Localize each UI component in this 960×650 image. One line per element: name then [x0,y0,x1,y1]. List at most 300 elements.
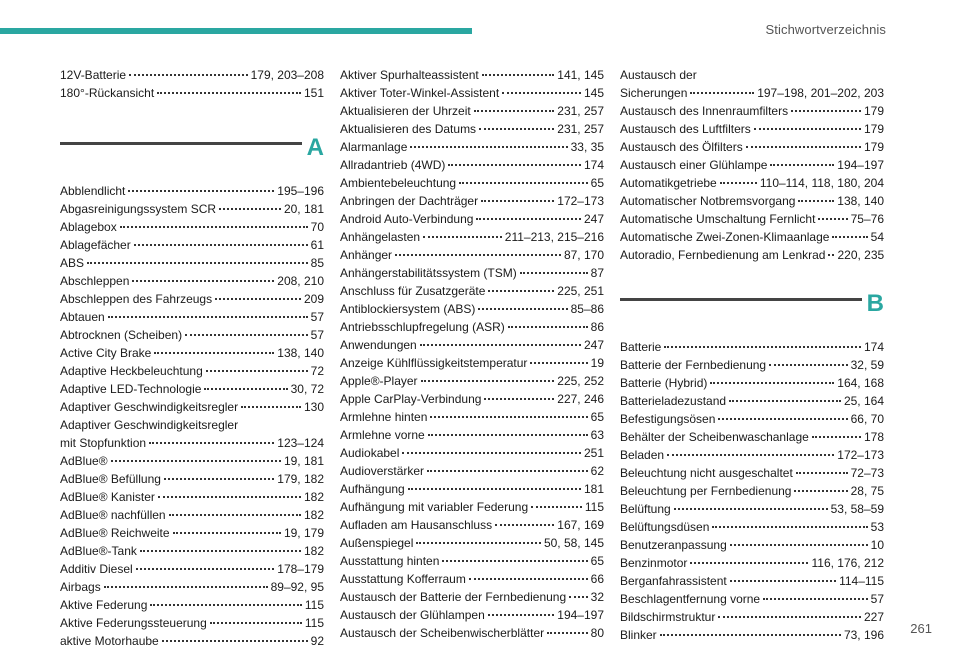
index-entry [620,608,884,626]
index-entry-line [340,300,604,318]
dot-leader [482,74,555,76]
index-entry-line [340,588,604,606]
index-entry-pages: 110–114, 118, 180, 204 [759,176,884,190]
index-entry [340,552,604,570]
index-entry-line [620,428,884,446]
index-entry [60,344,324,362]
index-entry-line [340,246,604,264]
index-entry-pages: 141, 145 [557,68,604,82]
index-entry [620,246,884,264]
index-entry-line [620,518,884,536]
index-entry [340,462,604,480]
entries-list-a-continued [340,66,604,642]
index-entry [340,156,604,174]
index-entry [60,578,324,596]
index-entry-line [340,336,604,354]
index-entry-line [340,138,604,156]
dot-leader [421,380,555,382]
dot-leader [502,92,581,94]
dot-leader [395,254,561,256]
section-header-a [60,130,324,174]
index-entry-line [620,374,884,392]
dot-leader [712,526,867,528]
index-entry-pages: 19, 179 [283,526,324,540]
index-entry [620,102,884,120]
index-entry-line [60,344,324,362]
index-entry-term: AdBlue® nachfüllen [60,508,166,522]
index-entry-pages: 72 [310,364,324,378]
index-entry-line [60,434,324,452]
index-entry-term: AdBlue®-Tank [60,544,137,558]
dot-leader [140,550,301,552]
index-entry-term: Aktiver Toter-Winkel-Assistent [340,86,500,100]
index-entry [60,470,324,488]
index-entry [620,228,884,246]
index-entry-term: Anschluss für Zusatzgeräte [340,284,486,298]
index-entry-line [340,354,604,372]
index-entry [340,372,604,390]
index-entry-term: Automatische Umschaltung Fernlicht [620,212,816,226]
index-entry [340,300,604,318]
dot-leader [423,236,502,238]
index-entry-line [60,272,324,290]
index-entry [60,614,324,632]
index-entry [620,536,884,554]
dot-leader [173,532,281,534]
index-entry-pages: 182 [303,490,324,504]
dot-leader [158,496,301,498]
dot-leader [531,506,582,508]
index-entry-pages: 182 [303,508,324,522]
index-entry-term: Ablagebox [60,220,117,234]
index-entry-pages: 65 [590,410,604,424]
index-entry-line [620,536,884,554]
index-entry-pages: 32, 59 [850,358,884,372]
index-entry-term: Austausch des Innenraumfilters [620,104,789,118]
index-entry-term: Belüftung [620,502,671,516]
index-entry-term: 12V-Batterie [60,68,127,82]
dot-leader [204,388,287,390]
index-entry-pages: 20, 181 [283,202,324,216]
index-entry-pages: 164, 168 [837,376,884,390]
dot-leader [478,308,567,310]
index-entry [60,488,324,506]
index-entry-pages: 87 [590,266,604,280]
index-entry-line [60,560,324,578]
index-entry-term: Ambientebeleuchtung [340,176,457,190]
dot-leader [474,110,555,112]
dot-leader [729,400,841,402]
index-entry-line [340,120,604,138]
index-entry [340,102,604,120]
index-entry-term: ABS [60,256,85,270]
index-entry [340,426,604,444]
index-entry-pages: 195–196 [277,184,324,198]
index-entry [340,354,604,372]
index-entry-term: Anwendungen [340,338,417,352]
index-entry-line [620,500,884,518]
index-entry-pages: 53, 58–59 [830,502,884,516]
index-entry-line [60,254,324,272]
index-entry-pages: 115 [304,598,324,612]
index-entry-line [340,444,604,462]
index-entry-term: Abschleppen des Fahrzeugs [60,292,213,306]
index-entry-line [60,596,324,614]
index-entry-term: Anhängerstabilitätssystem (TSM) [340,266,517,280]
index-column-3 [620,66,884,644]
index-entry-line [340,264,604,282]
index-entry [60,362,324,380]
index-entry [620,410,884,428]
index-entry-pages: 211–213, 215–216 [504,230,604,244]
index-entry [340,282,604,300]
index-entry-term: Bildschirmstruktur [620,610,716,624]
index-entry-term: AdBlue® Kanister [60,490,155,504]
index-entry-line [60,578,324,596]
dot-leader [508,326,588,328]
index-entry-pages: 179 [863,104,884,118]
page-number: 261 [910,621,932,636]
dot-leader [169,514,301,516]
index-entry-pages: 247 [583,338,604,352]
dot-leader [718,616,861,618]
index-entry-line [60,452,324,470]
index-entry-line [60,182,324,200]
index-entry-pages: 138, 140 [837,194,884,208]
index-entry-term: Austausch des Luftfilters [620,122,751,136]
index-entry [340,624,604,642]
index-entry-pages: 145 [583,86,604,100]
index-entry-line [60,218,324,236]
index-entry-term: Austausch des Ölfilters [620,140,743,154]
index-entry-pages: 61 [310,238,324,252]
index-entry-term: Allradantrieb (4WD) [340,158,446,172]
index-entry-line [620,626,884,644]
index-entry [620,192,884,210]
dot-leader [185,334,308,336]
index-entry-line [340,462,604,480]
index-entry [620,138,884,156]
index-entry-pages: 85 [310,256,324,270]
index-entry-pages: 116, 176, 212 [811,556,884,570]
index-entry [60,290,324,308]
dot-leader [427,470,588,472]
dot-leader [219,208,281,210]
index-entry-line [620,608,884,626]
dot-leader [162,640,308,642]
index-entry-term: Außenspiegel [340,536,414,550]
index-entry-pages: 227, 246 [557,392,604,406]
dot-leader [664,346,861,348]
index-entry-term: Anzeige Kühlflüssigkeitstemperatur [340,356,528,370]
index-entry-pages: 179, 203–208 [250,68,324,82]
index-entry-pages: 32 [590,590,604,604]
index-entry-line [340,408,604,426]
index-entry-term: Alarmanlage [340,140,408,154]
index-entry [340,480,604,498]
index-entry-pages: 25, 164 [843,394,884,408]
index-entry [340,174,604,192]
index-entry-pages: 231, 257 [557,122,604,136]
index-entry [620,500,884,518]
index-entry [620,464,884,482]
index-entry [620,482,884,500]
index-entry-pages: 181 [583,482,604,496]
index-entry-pages: 227 [863,610,884,624]
index-entry-heading: Adaptiver Geschwindigkeitsregler [60,418,239,432]
index-entry-line [620,102,884,120]
index-entry-line [340,624,604,642]
index-entry-line [60,236,324,254]
index-entry-term: Abblendlicht [60,184,126,198]
index-entry [340,264,604,282]
index-entry-term: Audioverstärker [340,464,425,478]
section-divider [620,298,862,301]
index-entry [340,318,604,336]
index-entry-line [340,426,604,444]
dot-leader [718,418,847,420]
index-entry-pages: 209 [303,292,324,306]
index-entry-line [340,534,604,552]
index-entry-pages: 62 [590,464,604,478]
index-entry [340,444,604,462]
index-entry [620,428,884,446]
dot-leader [791,110,861,112]
entries-list-a-end [620,66,884,264]
index-entry-line [60,380,324,398]
index-entry-term: Abgasreinigungssystem SCR [60,202,217,216]
page-header-title: Stichwortverzeichnis [765,22,886,37]
index-entry-pages: 33, 35 [570,140,604,154]
index-entry [60,326,324,344]
dot-leader [547,632,588,634]
dot-leader [832,236,867,238]
index-entry-term: Aktualisieren der Uhrzeit [340,104,471,118]
index-entry-term: Adaptiver Geschwindigkeitsregler [60,400,239,414]
index-entry-line [60,398,324,416]
index-entry-term: Armlehne hinten [340,410,428,424]
index-entry-line [60,326,324,344]
index-entry-line [60,84,324,102]
index-entry-line [340,552,604,570]
index-entry [60,416,324,452]
index-entry-term: Berganfahrassistent [620,574,727,588]
index-entry [340,84,604,102]
dot-leader [87,262,308,264]
index-entry-pages: 63 [590,428,604,442]
index-entry [340,228,604,246]
index-entry [620,356,884,374]
index-entry-pages: 57 [870,592,884,606]
index-entry-pages: 10 [870,538,884,552]
index-entry-term: Ablagefächer [60,238,131,252]
index-entry-line [340,66,604,84]
index-entry-line [60,200,324,218]
index-entry-pages: 179 [863,122,884,136]
dot-leader [241,406,301,408]
index-entry-line [60,290,324,308]
dot-leader [420,344,581,346]
index-entry-pages: 174 [583,158,604,172]
index-entry-line [620,192,884,210]
dot-leader [448,164,581,166]
dot-leader [488,614,555,616]
index-entry-pages: 123–124 [277,436,324,450]
index-entry-pages: 251 [583,446,604,460]
index-entry-line [620,338,884,356]
index-entry-pages: 75–76 [850,212,884,226]
index-entry-pages: 130 [303,400,324,414]
index-entry-pages: 65 [590,176,604,190]
index-entry-term: Airbags [60,580,101,594]
index-entry-line [620,590,884,608]
index-entry [620,174,884,192]
index-entry [340,210,604,228]
dot-leader [481,200,554,202]
index-entry [340,246,604,264]
dot-leader [402,452,581,454]
index-entry-term: Benzinmotor [620,556,688,570]
dot-leader [690,562,808,564]
index-entry [340,534,604,552]
index-entry-term: Additiv Diesel [60,562,133,576]
dot-leader [530,362,587,364]
index-entry [620,338,884,356]
dot-leader [111,460,281,462]
section-letter-a: A [306,134,324,161]
index-entry-pages: 86 [590,320,604,334]
index-entry [340,498,604,516]
index-entry [60,308,324,326]
index-entry-line [60,614,324,632]
dot-leader [410,146,567,148]
index-entry [340,606,604,624]
index-entry-pages: 66 [590,572,604,586]
index-entry-term: Austausch der Scheibenwischerblätter [340,626,545,640]
dot-leader [660,634,841,636]
dot-leader [770,164,834,166]
index-entry-line [340,174,604,192]
dot-leader [828,254,834,256]
dot-leader [416,542,541,544]
index-entry-pages: 92 [310,634,324,648]
index-entry-term: Aktive Federungssteuerung [60,616,207,630]
index-entry [340,138,604,156]
index-entry-pages: 179, 182 [277,472,324,486]
index-entry-line [340,606,604,624]
index-entry [60,506,324,524]
index-entry [60,182,324,200]
dot-leader [520,272,588,274]
dot-leader [674,508,828,510]
index-entry-line [60,632,324,650]
dot-leader [154,352,274,354]
dot-leader [818,218,847,220]
index-entry-pages: 172–173 [557,194,604,208]
index-entry-line [340,498,604,516]
index-entry-term: Adaptive LED-Technologie [60,382,202,396]
dot-leader [690,92,754,94]
index-entry-line [340,480,604,498]
index-entry-line [620,410,884,428]
header-accent-bar [0,28,472,34]
dot-leader [667,454,834,456]
index-entry [60,66,324,84]
index-entry-term: Austausch einer Glühlampe [620,158,768,172]
index-entry-term: Austausch der Batterie der Fernbedienung [340,590,567,604]
index-entry-line [340,570,604,588]
index-entry [60,218,324,236]
dot-leader [763,598,868,600]
dot-leader [408,488,581,490]
index-entry [620,572,884,590]
index-entry-term: Batterie der Fernbedienung [620,358,767,372]
index-entry-line [620,120,884,138]
dot-leader [206,370,308,372]
dot-leader [569,596,587,598]
index-entry-line [620,156,884,174]
dot-leader [769,364,848,366]
index-entry [620,374,884,392]
index-entry-term: Behälter der Scheibenwaschanlage [620,430,809,444]
index-entry-line [340,210,604,228]
index-entry-term: 180°-Rückansicht [60,86,155,100]
index-entry-term: Antriebsschlupfregelung (ASR) [340,320,505,334]
index-entry-line [340,282,604,300]
index-entry [60,272,324,290]
index-entry-pages: 151 [303,86,324,100]
index-entry-line [60,524,324,542]
index-entry-line [340,84,604,102]
index-entry-term: Aktive Federung [60,598,148,612]
index-entry-term: Automatikgetriebe [620,176,717,190]
index-entry-line [620,572,884,590]
index-entry [620,156,884,174]
index-entry-line [620,174,884,192]
index-entry-line [60,506,324,524]
index-entry-term: Batterie (Hybrid) [620,376,708,390]
dot-leader [794,490,847,492]
index-entry-term: Sicherungen [620,86,688,100]
index-entry [340,570,604,588]
dot-leader [129,74,248,76]
index-entry-term: aktive Motorhaube [60,634,159,648]
dot-leader [430,416,587,418]
index-entry-pages: 182 [303,544,324,558]
index-entry [620,518,884,536]
dot-leader [128,190,274,192]
index-entry-line [340,156,604,174]
index-entry-pages: 19, 181 [283,454,324,468]
index-entry-line [620,356,884,374]
index-entry-pages: 115 [584,500,604,514]
index-entry [620,626,884,644]
index-entry-pages: 65 [590,554,604,568]
index-entry-pages: 87, 170 [563,248,604,262]
dot-leader [730,544,868,546]
dot-leader [469,578,588,580]
index-entry-line [340,192,604,210]
index-entry-term: Austausch der Glühlampen [340,608,485,622]
index-entry-term: Abtauen [60,310,105,324]
index-entry-line [60,362,324,380]
section-header-b [620,286,884,330]
index-entry [620,554,884,572]
index-entry-pages: 57 [310,328,324,342]
index-entry-term: Batterieladezustand [620,394,727,408]
index-entry [340,336,604,354]
index-entry-term: Antiblockiersystem (ABS) [340,302,476,316]
